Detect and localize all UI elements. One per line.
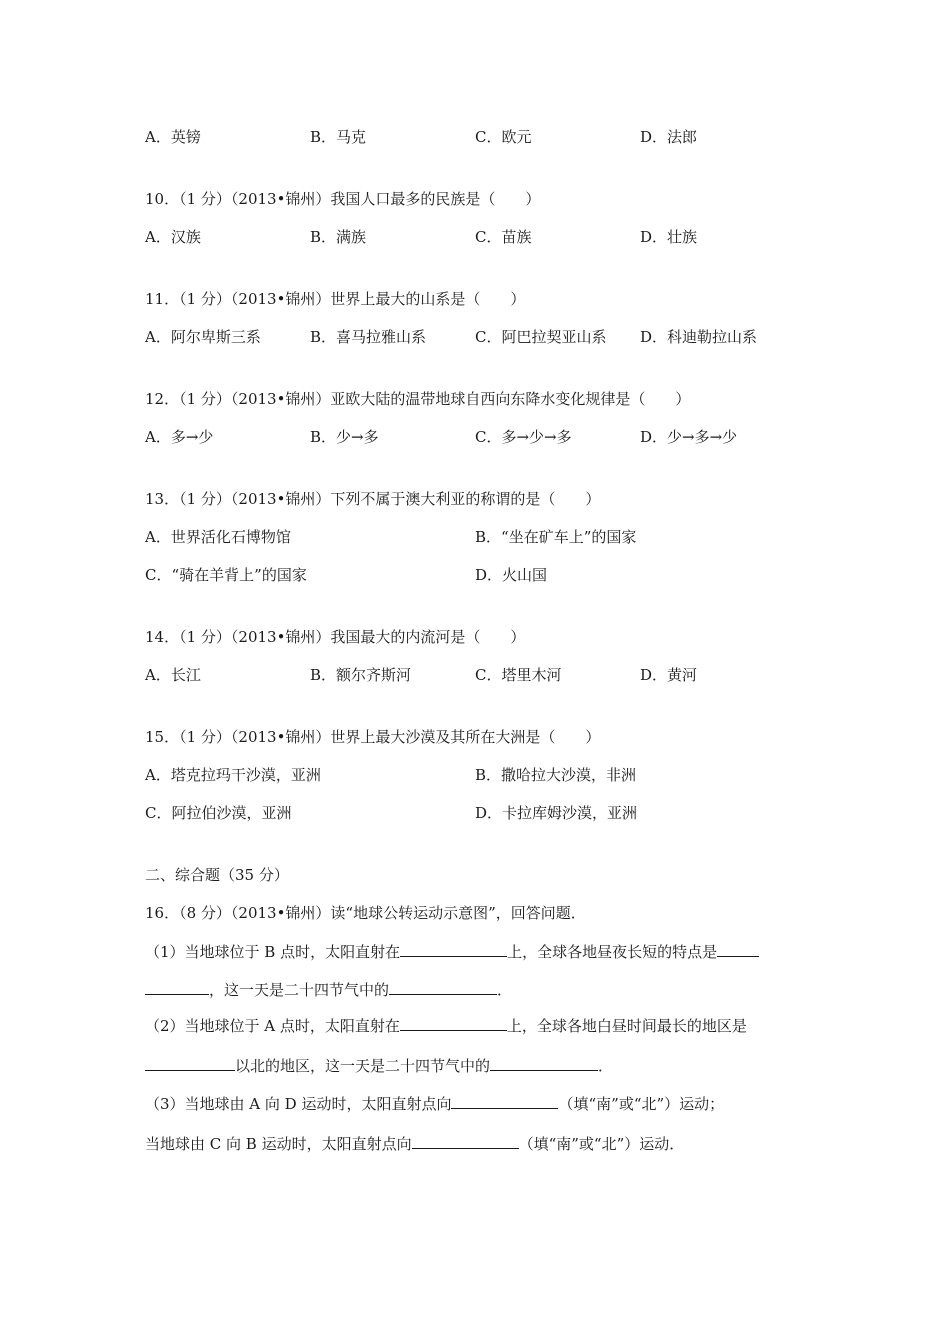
answer-blank[interactable] [145, 1055, 235, 1071]
q9-option-d: D．法郎 [640, 128, 698, 146]
q16-part2-text-d: ． [598, 1057, 614, 1075]
q11-option-b: B．喜马拉雅山系 [310, 328, 427, 346]
q16-part2-line1 [145, 1015, 747, 1036]
q16-part1-text-c: ，这一天是二十四节气中的 [209, 981, 390, 999]
answer-blank[interactable] [490, 1055, 598, 1071]
q12-option-c: C．多→少→多 [475, 428, 572, 446]
q13-option-d: D．火山国 [475, 566, 548, 584]
q10-option-d: D．壮族 [640, 228, 698, 246]
q14-option-c: C．塔里木河 [475, 666, 562, 684]
q16-part3-line2 [145, 1133, 684, 1154]
q11-option-a: A．阿尔卑斯三系 [145, 328, 261, 346]
answer-blank[interactable] [400, 1015, 507, 1031]
q16-part2-text-a: （2）当地球位于 A 点时，太阳直射在 [145, 1017, 400, 1035]
q12-option-a: A．多→少 [145, 428, 214, 446]
q14-stem: 14．（1 分）（2013•锦州）我国最大的内流河是（ ） [145, 628, 526, 646]
answer-blank[interactable] [145, 979, 209, 995]
q12-stem: 12．（1 分）（2013•锦州）亚欧大陆的温带地球自西向东降水变化规律是（ ） [145, 390, 691, 408]
q15-stem: 15．（1 分）（2013•锦州）世界上最大沙漠及其所在大洲是（ ） [145, 728, 601, 746]
q14-option-b: B．额尔齐斯河 [310, 666, 412, 684]
q16-part1-line1 [145, 941, 759, 962]
answer-blank[interactable] [400, 941, 507, 957]
q16-part3-text-c: 当地球由 C 向 B 运动时，太阳直射点向 [145, 1135, 412, 1153]
q15-option-c: C．阿拉伯沙漠，亚洲 [145, 804, 292, 822]
q11-option-d: D．科迪勒拉山系 [640, 328, 758, 346]
answer-blank[interactable] [389, 979, 497, 995]
q15-option-b: B．撒哈拉大沙漠，非洲 [475, 766, 637, 784]
q11-option-c: C．阿巴拉契亚山系 [475, 328, 607, 346]
q16-part3-text-a: （3）当地球由 A 向 D 运动时，太阳直射点向 [145, 1095, 452, 1113]
q15-option-d: D．卡拉库姆沙漠，亚洲 [475, 804, 638, 822]
q9-option-c: C．欧元 [475, 128, 532, 146]
q10-option-c: C．苗族 [475, 228, 532, 246]
q10-option-b: B．满族 [310, 228, 367, 246]
q12-option-d: D．少→多→少 [640, 428, 738, 446]
q13-option-c: C．“骑在羊背上”的国家 [145, 566, 307, 584]
q16-part3-text-b: （填“南”或“北”）运动； [558, 1095, 725, 1113]
q16-part3-text-d: （填“南”或“北”）运动． [518, 1135, 685, 1153]
q16-part2-text-c: 以北的地区，这一天是二十四节气中的 [235, 1057, 491, 1075]
q11-stem: 11．（1 分）（2013•锦州）世界上最大的山系是（ ） [145, 290, 526, 308]
answer-blank[interactable] [412, 1133, 519, 1149]
q16-part2-line2 [145, 1055, 613, 1076]
q13-option-b: B．“坐在矿车上”的国家 [475, 528, 637, 546]
q12-option-b: B．少→多 [310, 428, 379, 446]
q16-part1-text-b: 上，全球各地昼夜长短的特点是 [507, 943, 718, 961]
q16-part3-line1 [145, 1093, 724, 1114]
q9-option-a: A．英镑 [145, 128, 201, 146]
q14-option-d: D．黄河 [640, 666, 698, 684]
q9-option-b: B．马克 [310, 128, 367, 146]
section-title: 二、综合题（35 分） [145, 866, 289, 884]
q16-part1-line2 [145, 979, 512, 1000]
q16-part2-text-b: 上，全球各地白昼时间最长的地区是 [506, 1017, 747, 1035]
q16-part1-text-d: ． [497, 981, 513, 999]
q10-option-a: A．汉族 [145, 228, 201, 246]
q16-stem: 16．（8 分）（2013•锦州）读“地球公转运动示意图”，回答问题． [145, 904, 586, 922]
q13-stem: 13．（1 分）（2013•锦州）下列不属于澳大利亚的称谓的是（ ） [145, 490, 601, 508]
q16-part1-text-a: （1）当地球位于 B 点时，太阳直射在 [145, 943, 401, 961]
q14-option-a: A．长江 [145, 666, 201, 684]
q15-option-a: A．塔克拉玛干沙漠，亚洲 [145, 766, 321, 784]
q13-option-a: A．世界活化石博物馆 [145, 528, 291, 546]
answer-blank[interactable] [451, 1093, 558, 1109]
answer-blank[interactable] [717, 941, 759, 957]
q10-stem: 10．（1 分）（2013•锦州）我国人口最多的民族是（ ） [145, 190, 541, 208]
